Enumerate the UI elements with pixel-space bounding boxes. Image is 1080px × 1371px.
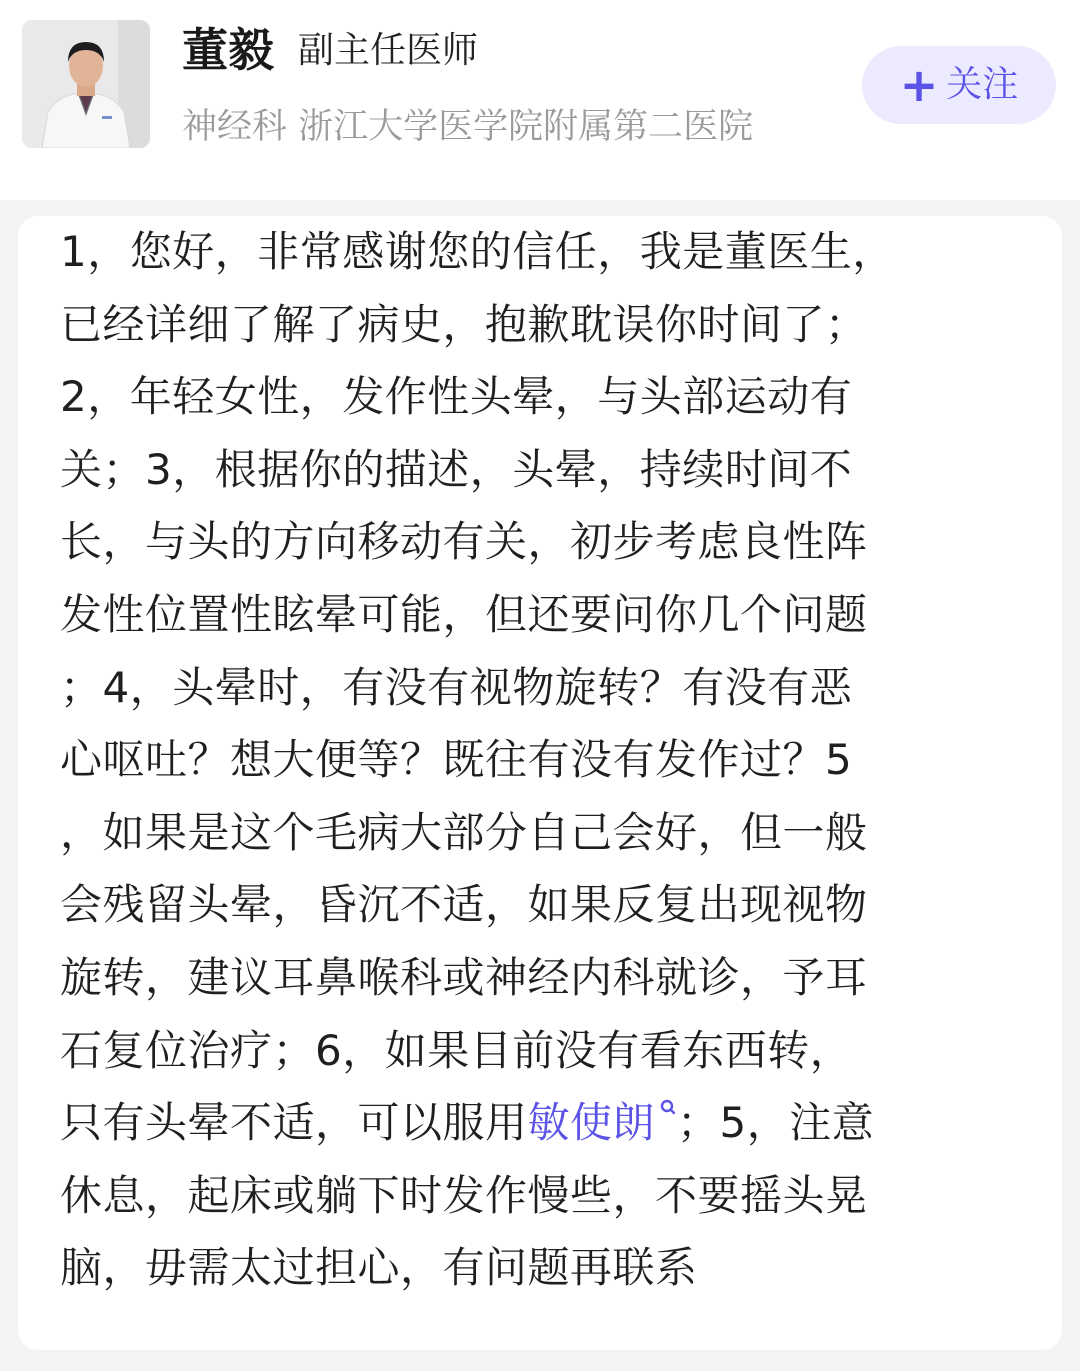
answer-line: 会残留头晕，昏沉不适，如果反复出现视物 bbox=[60, 880, 868, 930]
answer-line: 1，您好，非常感谢您的信任，我是董医生， bbox=[60, 227, 895, 276]
doctor-title: 副主任医师 bbox=[298, 30, 479, 71]
answer-line: 关；3，根据你的描述，头晕，持续时间不 bbox=[60, 444, 853, 494]
answer-line-with-link bbox=[60, 1087, 1035, 1160]
doctor-name: 董毅 bbox=[182, 23, 274, 77]
doctor-photo-icon bbox=[22, 20, 150, 148]
answer-line: 2，年轻女性，发作性头晕，与头部运动有 bbox=[60, 372, 853, 422]
answer-line: ；4，头晕时，有没有视物旋转？有没有恶 bbox=[60, 662, 853, 712]
answer-line-text: ；5，注意 bbox=[677, 1098, 875, 1148]
answer-line-text: 只有头晕不适，可以服用 bbox=[60, 1098, 528, 1148]
doctor-header bbox=[0, 0, 1080, 200]
follow-button[interactable] bbox=[862, 46, 1056, 124]
answer-line: ，如果是这个毛病大部分自己会好，但一般 bbox=[60, 807, 868, 857]
answer-line: 心呕吐？想大便等？既往有没有发作过？5 bbox=[60, 735, 853, 785]
answer-line: 脑，毋需太过担心，有问题再联系 bbox=[60, 1243, 698, 1293]
answer-line: 长，与头的方向移动有关，初步考虑良性阵 bbox=[60, 517, 868, 567]
answer-line: 石复位治疗；6，如果目前没有看东西转， bbox=[60, 1025, 853, 1075]
answer-card bbox=[18, 216, 1062, 1350]
plus-icon: + bbox=[899, 58, 939, 112]
answer-line: 发性位置性眩晕可能，但还要问你几个问题 bbox=[60, 589, 868, 639]
answer-line: 已经详细了解了病史，抱歉耽误你时间了； bbox=[60, 299, 868, 349]
doctor-avatar[interactable] bbox=[22, 20, 150, 148]
drug-link[interactable]: 敏使朗 bbox=[527, 1098, 656, 1148]
answer-text bbox=[60, 216, 1035, 1305]
follow-label: 关注 bbox=[946, 64, 1019, 105]
answer-line: 旋转，建议耳鼻喉科或神经内科就诊，予耳 bbox=[60, 952, 868, 1002]
doctor-department: 神经科 浙江大学医学院附属第二医院 bbox=[182, 107, 754, 147]
answer-line: 休息，起床或躺下时发作慢些，不要摇头晃 bbox=[60, 1170, 868, 1220]
search-icon[interactable] bbox=[659, 1099, 677, 1121]
